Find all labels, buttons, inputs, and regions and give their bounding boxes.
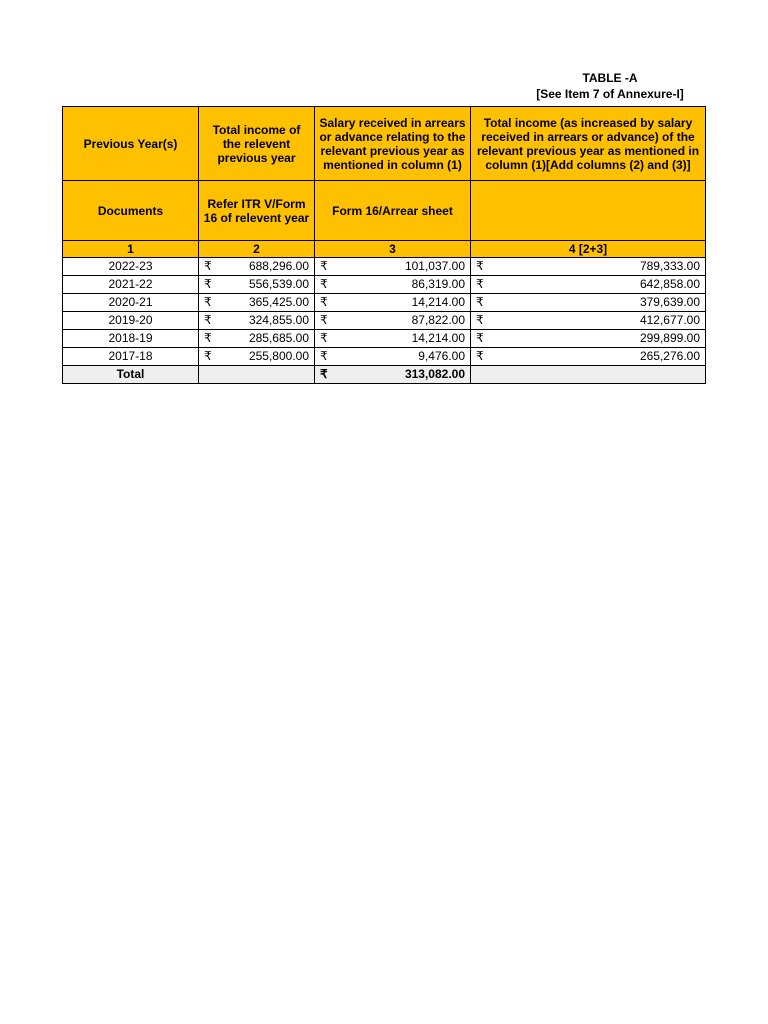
year-cell: 2021-22 (63, 276, 199, 294)
documents-empty (471, 181, 706, 241)
arrears-cell (315, 294, 471, 312)
documents-itr: Refer ITR V/Form 16 of relevent year (199, 181, 315, 241)
rupee-icon: ₹ (476, 349, 484, 363)
table-row (63, 330, 706, 348)
table-row (63, 348, 706, 366)
arrears-value: 101,037.00 (404, 259, 465, 273)
rupee-icon: ₹ (204, 349, 212, 363)
arrears-cell (315, 312, 471, 330)
arrears-value: 87,822.00 (411, 313, 465, 327)
documents-label: Documents (63, 181, 199, 241)
total-cell (471, 258, 706, 276)
total-cell (471, 348, 706, 366)
rupee-icon: ₹ (320, 349, 328, 363)
rupee-icon: ₹ (320, 295, 328, 309)
table-title-line1: TABLE -A (582, 71, 638, 85)
rupee-icon: ₹ (476, 313, 484, 327)
income-value: 688,296.00 (248, 259, 309, 273)
year-cell: 2019-20 (63, 312, 199, 330)
income-value: 365,425.00 (248, 295, 309, 309)
rupee-icon: ₹ (204, 331, 212, 345)
total-cell (471, 312, 706, 330)
income-value: 285,685.00 (248, 331, 309, 345)
documents-form16: Form 16/Arrear sheet (315, 181, 471, 241)
header-salary-arrears: Salary received in arrears or advance relating to the relevant previous year as mentioned in column (1) (315, 107, 471, 181)
arrears-value: 14,214.00 (411, 295, 465, 309)
year-cell: 2022-23 (63, 258, 199, 276)
column-number-row (63, 241, 706, 258)
rupee-icon: ₹ (204, 295, 212, 309)
income-cell (199, 276, 315, 294)
year-cell: 2020-21 (63, 294, 199, 312)
total-increased-empty (471, 366, 706, 384)
total-cell (471, 276, 706, 294)
income-value: 255,800.00 (248, 349, 309, 363)
total-value: 299,899.00 (639, 331, 700, 345)
total-label: Total (63, 366, 199, 384)
income-cell (199, 312, 315, 330)
arrears-value: 86,319.00 (411, 277, 465, 291)
rupee-icon: ₹ (204, 313, 212, 327)
rupee-icon: ₹ (320, 259, 328, 273)
total-cell (471, 294, 706, 312)
table-row (63, 294, 706, 312)
total-cell (471, 330, 706, 348)
rupee-icon: ₹ (320, 367, 328, 381)
income-cell (199, 348, 315, 366)
year-cell: 2018-19 (63, 330, 199, 348)
arrears-cell (315, 276, 471, 294)
rupee-icon: ₹ (320, 313, 328, 327)
table-row (63, 276, 706, 294)
column-number-2: 2 (199, 241, 315, 258)
rupee-icon: ₹ (476, 259, 484, 273)
arrears-value: 14,214.00 (411, 331, 465, 345)
arrears-cell (315, 348, 471, 366)
year-cell: 2017-18 (63, 348, 199, 366)
column-number-4: 4 [2+3] (471, 241, 706, 258)
arrears-value: 9,476.00 (418, 349, 465, 363)
table-title-line2: [See Item 7 of Annexure-I] (536, 87, 684, 101)
header-increased-income: Total income (as increased by salary received in arrears or advance) of the relevant previous year as mentioned in column (1)[Add columns (2) and (3)] (471, 107, 706, 181)
total-value: 265,276.00 (639, 349, 700, 363)
arrears-cell (315, 330, 471, 348)
table-row (63, 312, 706, 330)
table-title (520, 70, 700, 102)
income-cell (199, 330, 315, 348)
income-value: 324,855.00 (248, 313, 309, 327)
documents-row (63, 181, 706, 241)
rupee-icon: ₹ (204, 277, 212, 291)
total-arrears-value: 313,082.00 (404, 367, 465, 381)
income-table (62, 106, 706, 384)
total-value: 379,639.00 (639, 295, 700, 309)
arrears-cell (315, 258, 471, 276)
total-value: 642,858.00 (639, 277, 700, 291)
total-income-empty (199, 366, 315, 384)
header-previous-years: Previous Year(s) (63, 107, 199, 181)
rupee-icon: ₹ (476, 277, 484, 291)
total-arrears-cell (315, 366, 471, 384)
table-row (63, 258, 706, 276)
income-value: 556,539.00 (248, 277, 309, 291)
total-row (63, 366, 706, 384)
total-value: 789,333.00 (639, 259, 700, 273)
header-total-income: Total income of the relevent previous year (199, 107, 315, 181)
rupee-icon: ₹ (476, 331, 484, 345)
income-cell (199, 258, 315, 276)
income-cell (199, 294, 315, 312)
rupee-icon: ₹ (476, 295, 484, 309)
column-number-1: 1 (63, 241, 199, 258)
rupee-icon: ₹ (320, 331, 328, 345)
rupee-icon: ₹ (204, 259, 212, 273)
total-value: 412,677.00 (639, 313, 700, 327)
rupee-icon: ₹ (320, 277, 328, 291)
column-number-3: 3 (315, 241, 471, 258)
header-row (63, 107, 706, 181)
